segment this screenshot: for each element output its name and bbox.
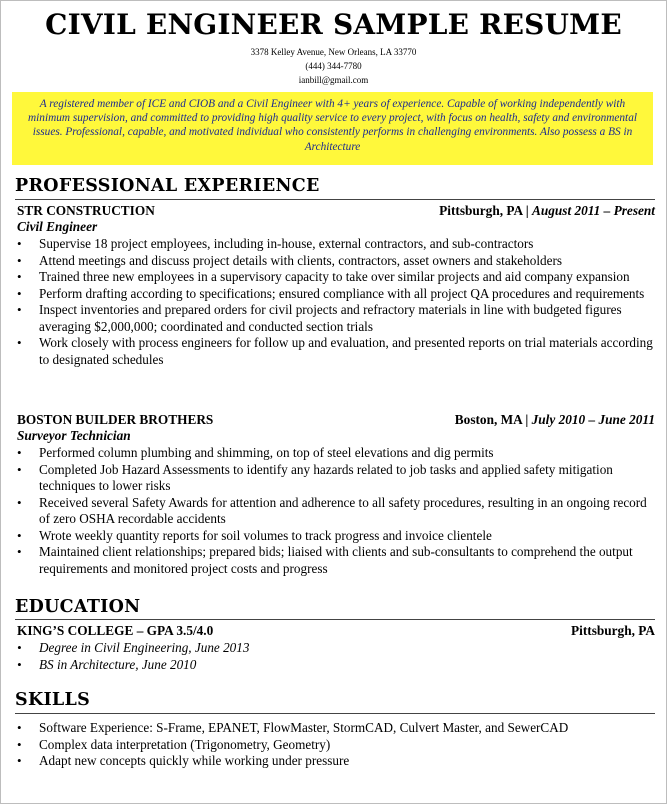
summary-text: A registered member of ICE and CIOB and a Civil Engineer with 4+ years of experience. Capable of working independently with minimum supervision, and committed to providing high quality service to every project, with focus on health, safety and environmental issues. Professional, capable, and motivated individual who consistently performs in challenging environments. Also possess a BS in Architecture	[28, 98, 637, 153]
list-item: • Completed Job Hazard Assessments to identify any hazards related to job tasks and applied safety mitigation techniques to lower risks	[17, 462, 657, 495]
skills-heading: SKILLS	[15, 690, 91, 710]
education-heading: EDUCATION	[15, 597, 141, 617]
contact-email: ianbill@gmail.com	[298, 75, 369, 85]
experience-divider	[15, 199, 655, 200]
list-item: • Inspect inventories and prepared orders for civil projects and refractory materials in line with budgeted figures averaging $2,000,000; coordinated and conducted section trials	[17, 302, 657, 335]
list-item: • Adapt new concepts quickly while working under pressure	[17, 753, 657, 770]
list-item: • Perform drafting according to specifications; ensured compliance with all project QA procedures and requirements	[17, 286, 657, 303]
job-header	[17, 412, 655, 428]
contact-phone: (444) 344-7780	[305, 61, 362, 71]
experience-heading: PROFESSIONAL EXPERIENCE	[15, 176, 320, 196]
list-item: • Received several Safety Awards for attention and adherence to all safety procedures, resulting in an ongoing record of zero OSHA recordable accidents	[17, 495, 657, 528]
job-role: Surveyor Technician	[17, 428, 131, 443]
job-dates: August 2011 – Present	[531, 203, 655, 218]
job-bullet-list	[17, 445, 657, 577]
education-school: KING’S COLLEGE – GPA 3.5/4.0	[17, 623, 214, 638]
contact-address: 3378 Kelley Avenue, New Orleans, LA 33770	[250, 47, 417, 57]
list-item: • Supervise 18 project employees, including in-house, external contractors, and sub-contractors	[17, 236, 657, 253]
summary-highlight	[12, 92, 653, 165]
job-separator: |	[522, 203, 532, 218]
skills-list	[17, 720, 657, 770]
job-location-dates	[439, 203, 655, 219]
job-location-dates	[455, 412, 655, 428]
job-role: Civil Engineer	[17, 219, 98, 234]
job-header	[17, 203, 655, 219]
list-item: • Degree in Civil Engineering, June 2013	[17, 640, 657, 657]
resume-title: CIVIL ENGINEER SAMPLE RESUME	[45, 8, 622, 41]
list-item: • Attend meetings and discuss project details with clients, contractors, asset owners and stakeholders	[17, 253, 657, 270]
list-item: • Wrote weekly quantity reports for soil volumes to track progress and invoice clientele	[17, 528, 657, 545]
list-item: • Complex data interpretation (Trigonometry, Geometry)	[17, 737, 657, 754]
education-list	[17, 640, 657, 673]
list-item: • Work closely with process engineers for follow up and evaluation, and presented reports on trial materials according to designated schedules	[17, 335, 657, 368]
list-item: • Performed column plumbing and shimming, on top of steel elevations and dig permits	[17, 445, 657, 462]
list-item: • Software Experience: S-Frame, EPANET, FlowMaster, StormCAD, Culvert Master, and SewerCAD	[17, 720, 657, 737]
job-bullet-list	[17, 236, 657, 368]
education-header	[17, 623, 655, 639]
job-location: Boston, MA	[454, 412, 523, 427]
job-company: STR CONSTRUCTION	[17, 203, 155, 218]
job-dates: July 2010 – June 2011	[531, 412, 655, 427]
education-location: Pittsburgh, PA	[571, 623, 655, 638]
job-location: Pittsburgh, PA	[439, 203, 523, 218]
skills-divider	[15, 713, 655, 714]
job-company: BOSTON BUILDER BROTHERS	[17, 412, 214, 427]
list-item: • Trained three new employees in a supervisory capacity to take over similar projects and aid company expansion	[17, 269, 657, 286]
list-item: • BS in Architecture, June 2010	[17, 657, 657, 674]
education-divider	[15, 619, 655, 620]
job-separator: |	[522, 412, 532, 427]
list-item: • Maintained client relationships; prepared bids; liaised with clients and sub-consultants to comprehend the output requirements and monitored project costs and progress	[17, 544, 657, 577]
